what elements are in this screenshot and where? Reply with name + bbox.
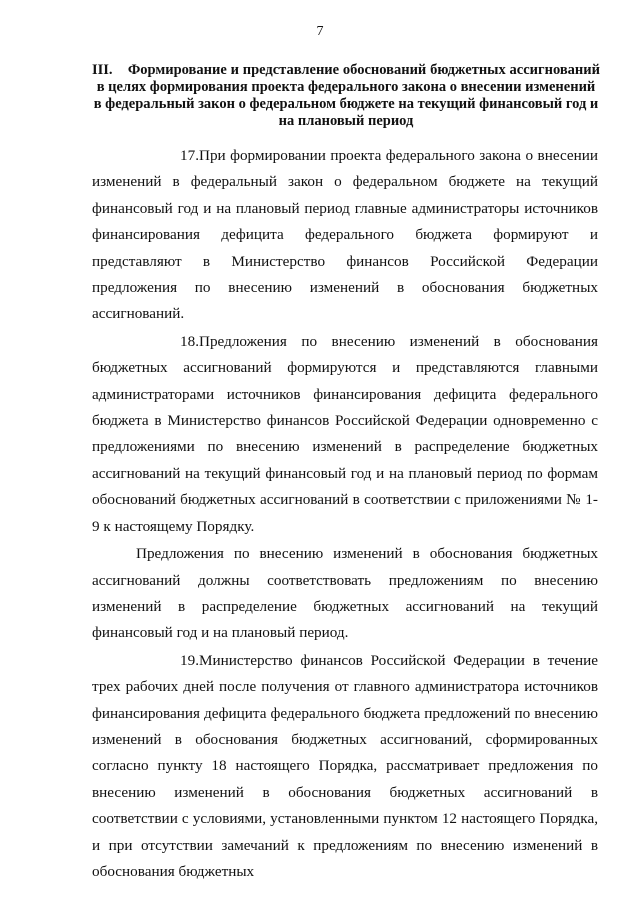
section-title-rest: в целях формирования проекта федерального закона о внесении изменений в федеральный закон о федеральном бюджете на текущий финансовый год и на плановый период xyxy=(93,79,599,129)
paragraph-18-continued xyxy=(92,541,598,647)
section-heading xyxy=(92,62,600,130)
clause-number: 17. xyxy=(180,147,199,164)
clause-number: 18. xyxy=(180,332,199,350)
section-number: III. xyxy=(92,62,113,78)
section-title-line1: Формирование и представление обоснований бюджетных ассигнований xyxy=(127,62,600,78)
body-text xyxy=(92,143,598,885)
paragraph-18 xyxy=(92,329,598,540)
paragraph-text: Предложения по внесению изменений в обоснования бюджетных ассигнований должны соответствовать предложениям по внесению изменений в распределение бюджетных ассигнований на текущий финансовый год и на плановый период. xyxy=(92,545,598,642)
section-heading-first-line xyxy=(92,62,600,79)
paragraph-17 xyxy=(92,143,598,328)
paragraph-text: Министерство финансов Российской Федерации в течение трех рабочих дней после получения от главного администратора источников финансирования дефицита федерального бюджета предложений по внесению изменений в обоснования бюджетных ассигнований, сформированных согласно пункту 18 настоящего Порядка, рассматривает предложения по внесению изменений в обоснования бюджетных ассигнований в соответствии с условиями, установленными пунктом 12 настоящего Порядка, и при отсутствии замечаний к предложениям по внесению изменений в обоснования бюджетных xyxy=(92,651,598,880)
paragraph-text: При формировании проекта федерального закона о внесении изменений в федеральный закон о федеральном бюджете на текущий финансовый год и на плановый период главные администраторы источников финансирования дефицита федерального бюджета формируют и представляют в Министерство финансов Российской Федерации предложения по внесению изменений в обоснования бюджетных ассигнований. xyxy=(92,147,598,323)
paragraph-text: Предложения по внесению изменений в обоснования бюджетных ассигнований формируются и представляются главными администраторами источников финансирования дефицита федерального бюджета в Министерство финансов Российской Федерации одновременно с предложениями по внесению изменений в распределение бюджетных ассигнований на текущий финансовый год и на плановый период по формам обоснований бюджетных ассигнований в соответствии с приложениями № 1-9 к настоящему Порядку. xyxy=(92,332,598,535)
clause-number: 19. xyxy=(180,651,199,669)
paragraph-19 xyxy=(92,648,598,886)
page-number: 7 xyxy=(316,24,324,39)
